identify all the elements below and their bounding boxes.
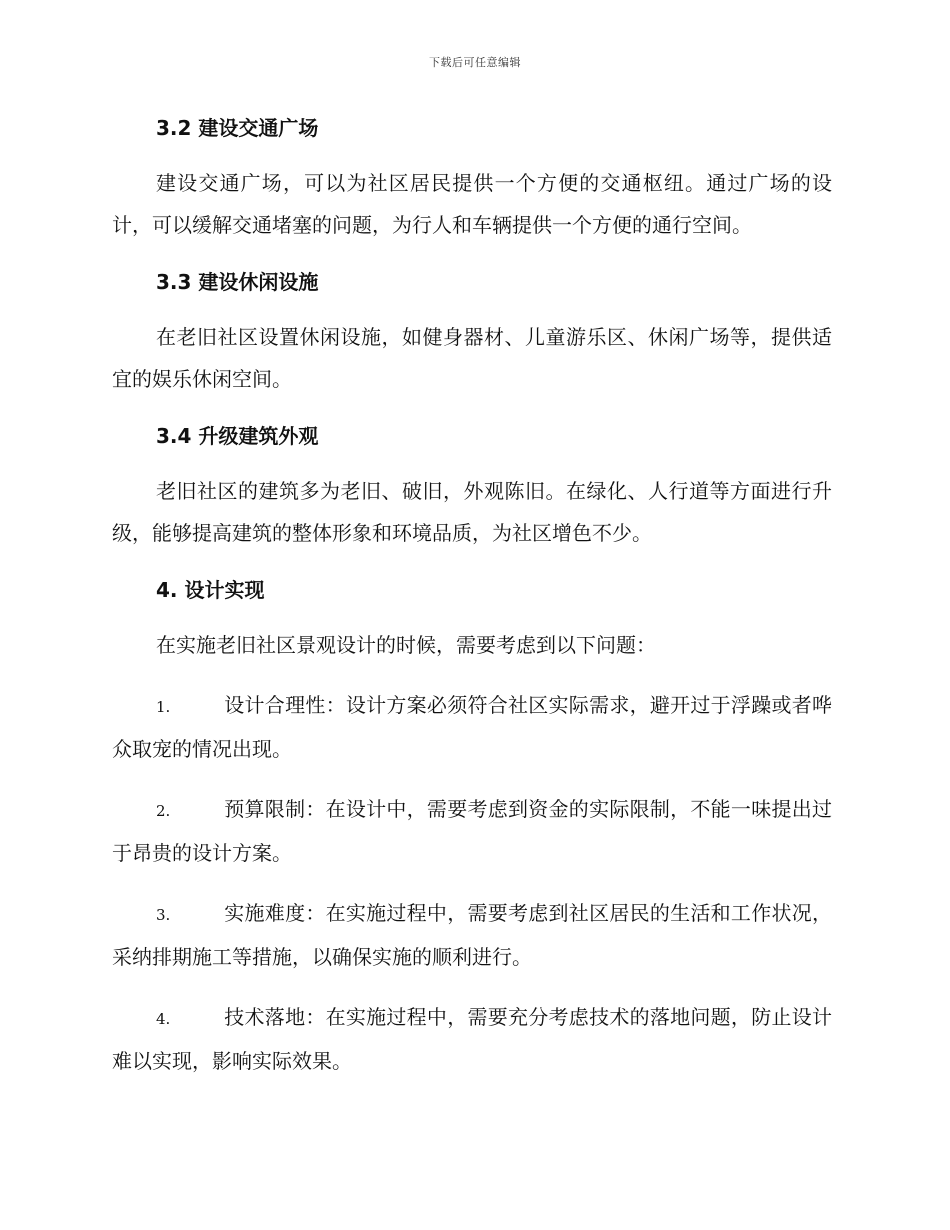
section-heading-3-2: 3.2 建设交通广场 [156,116,319,140]
list-item-number: 2. [156,802,171,820]
section-heading-3-4: 3.4 升级建筑外观 [156,424,319,448]
list-item-number: 3. [156,906,171,924]
section-heading-3-3: 3.3 建设休闲设施 [156,270,319,294]
list-item [112,788,832,874]
list-item [112,892,832,978]
list-item-number: 4. [156,1010,171,1028]
list-item-text: 预算限制：在设计中，需要考虑到资金的实际限制，不能一味提出过于昂贵的设计方案。 [112,797,832,865]
list-item-text: 设计合理性：设计方案必须符合社区实际需求，避开过于浮躁或者哗众取宠的情况出现。 [112,693,832,761]
list-item [112,996,832,1082]
section-heading-4: 4. 设计实现 [156,578,265,602]
document-body [112,110,832,1082]
list-item-text: 技术落地：在实施过程中，需要充分考虑技术的落地问题，防止设计难以实现，影响实际效果。 [112,1005,832,1073]
section-paragraph-4: 在实施老旧社区景观设计的时候，需要考虑到以下问题： [156,633,656,657]
section-paragraph-3-2: 建设交通广场，可以为社区居民提供一个方便的交通枢纽。通过广场的设计，可以缓解交通堵塞的问题，为行人和车辆提供一个方便的通行空间。 [112,171,832,237]
section-paragraph-3-4: 老旧社区的建筑多为老旧、破旧，外观陈旧。在绿化、人行道等方面进行升级，能够提高建筑的整体形象和环境品质，为社区增色不少。 [112,479,832,545]
page-header: 下载后可任意编辑 [429,56,521,69]
section-paragraph-3-3: 在老旧社区设置休闲设施，如健身器材、儿童游乐区、休闲广场等，提供适宜的娱乐休闲空间。 [112,325,832,391]
list-item-number: 1. [156,698,171,716]
list-item-text: 实施难度：在实施过程中，需要考虑到社区居民的生活和工作状况，采纳排期施工等措施，以确保实施的顺利进行。 [112,901,832,969]
list-item [112,684,832,770]
